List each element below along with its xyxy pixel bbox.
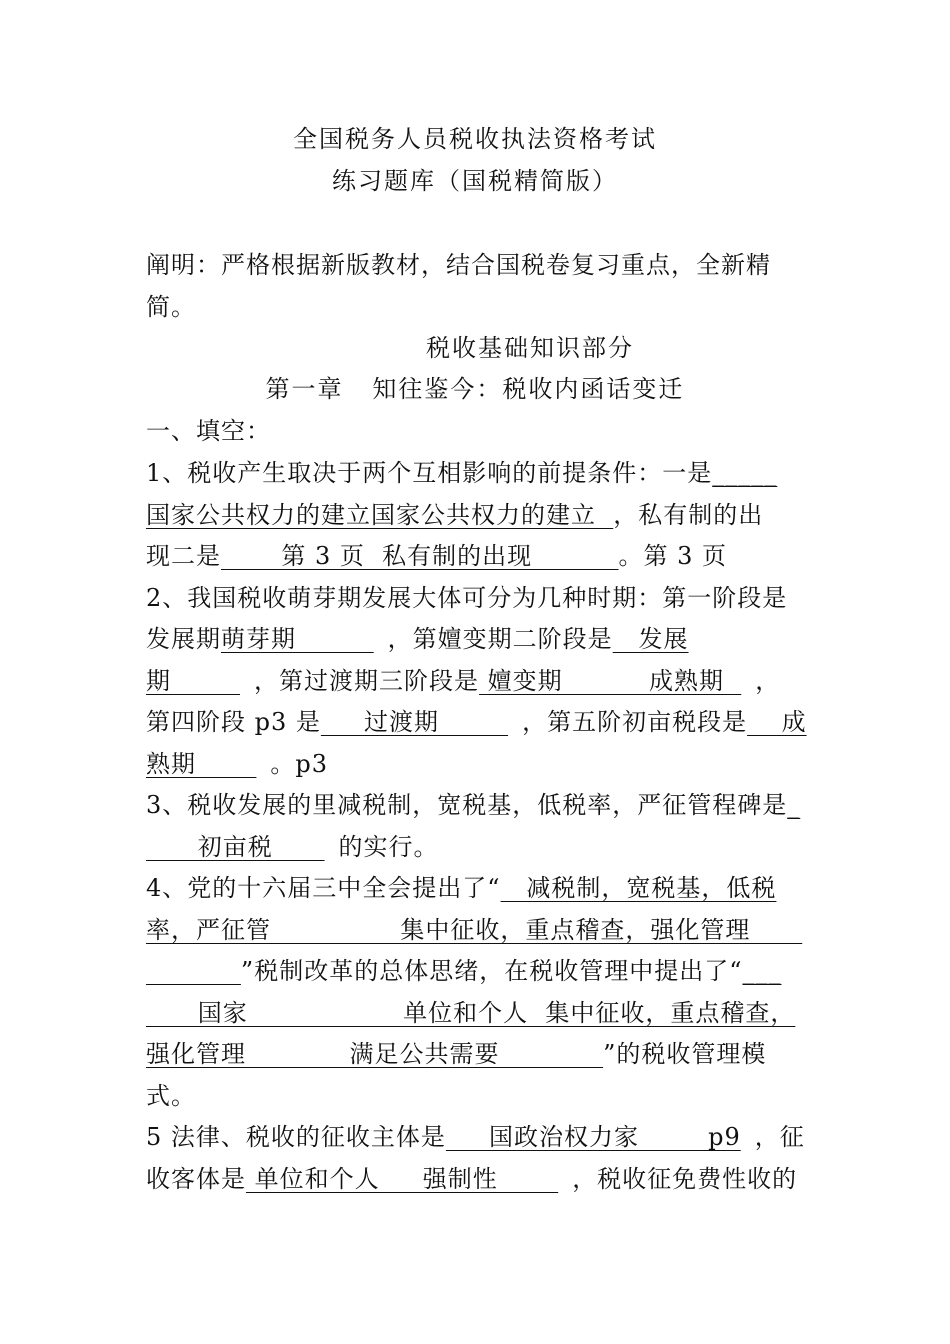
question-3-text-2: 的实行。 (338, 833, 439, 861)
question-2-answer-4: 过渡期 (320, 708, 509, 736)
question-1-answer-2: 第 3 页 私有制的出现 (221, 542, 619, 570)
question-1-text-3: 现二是 (146, 542, 221, 570)
question-1-blank-lead: _____ (712, 459, 778, 487)
preface-line-2: 简。 (146, 293, 196, 321)
question-1-line-2 (146, 500, 763, 530)
question-4-line-3 (146, 956, 781, 986)
question-2-answer-5a: 成 (747, 708, 807, 736)
question-1-line-1 (146, 458, 777, 488)
question-3-answer: 初亩税 (146, 833, 325, 861)
question-2-answer-1: 萌芽期 (221, 625, 374, 653)
question-4-answer-2a: 国家 单位和个人 集中征收，重点稽查， (146, 999, 796, 1027)
question-5-text: 5 法律、税收的征收主体是 (146, 1123, 446, 1151)
question-2-answer-2b: 期 (146, 667, 241, 695)
question-5-text-3: 收客体是 (146, 1165, 246, 1193)
question-2-answer-3: 嬗变期 成熟期 (479, 667, 742, 695)
question-2-text-2: 发展期 (146, 625, 221, 653)
question-4-blank-lead: ___ (742, 957, 782, 985)
question-4-line-1 (146, 873, 776, 903)
question-1-text-2: ，私有制的出 (613, 501, 764, 529)
question-4-answer-1a: 减税制，宽税基，低税 (500, 874, 777, 902)
section-title: 税收基础知识部分 (426, 334, 634, 362)
question-4-text: 4、党的十六届三中全会提出了“ (146, 874, 501, 902)
question-4-text-2: ”税制改革的总体思绪，在税收管理中提出了“ (240, 957, 743, 985)
question-2-text-4: ，第过渡期三阶段是 (254, 667, 480, 695)
question-4-answer-2b: 强化管理 满足公共需要 (146, 1040, 604, 1068)
question-4-line-4 (146, 998, 795, 1028)
question-5-answer-2: 单位和个人 强制性 (246, 1165, 559, 1193)
question-2-line-1: 2、我国税收萌芽期发展大体可分为几种时期：第一阶段是 (146, 584, 788, 612)
question-5-text-4: ，税收征免费性收的 (572, 1165, 798, 1193)
question-2-answer-5b: 熟期 (146, 750, 257, 778)
question-1-page-ref: 。第 3 页 (618, 542, 728, 570)
question-2-comma: ， (755, 667, 781, 695)
question-5-answer-1: 国政治权力家 p9 (445, 1123, 741, 1151)
document-subtitle: 练习题库（国税精简版） (332, 167, 618, 195)
question-4-line-6: 式。 (146, 1082, 196, 1110)
question-2-text-5: 第四阶段 p3 是 (146, 708, 321, 736)
question-3-line-2 (146, 832, 439, 862)
question-2-line-2 (146, 624, 689, 654)
preface-line-1: 阐明：严格根据新版教材，结合国税卷复习重点，全新精 (146, 251, 771, 279)
question-4-line-5 (146, 1039, 766, 1069)
question-2-text-3: ，第嬗变期二阶段是 (387, 625, 613, 653)
question-2-page-ref: 。p3 (270, 750, 329, 778)
document-title: 全国税务人员税收执法资格考试 (293, 125, 657, 153)
question-1-answer-1: 国家公共权力的建立国家公共权力的建立 (146, 501, 614, 529)
question-5-line-1 (146, 1122, 805, 1152)
question-3-text: 3、税收发展的里减税制，宽税基，低税率，严征管程碑是 (146, 791, 788, 819)
question-4-answer-1c (146, 957, 241, 985)
question-2-line-4 (146, 707, 807, 737)
question-3-line-1 (146, 790, 800, 820)
question-4-line-2 (146, 915, 802, 945)
chapter-title: 第一章 知往鉴今：税收内函话变迁 (265, 375, 685, 403)
question-4-answer-1b: 率，严征管 集中征收，重点稽查，强化管理 (146, 916, 803, 944)
part-heading: 一、填空： (146, 417, 271, 445)
question-5-text-2: ，征 (754, 1123, 805, 1151)
question-2-line-5 (146, 749, 328, 779)
question-5-line-2 (146, 1164, 797, 1194)
question-2-line-3 (146, 666, 780, 696)
question-1-text: 1、税收产生取决于两个互相影响的前提条件：一是 (146, 459, 713, 487)
question-4-text-3: ”的税收管理模 (603, 1040, 767, 1068)
question-3-blank-lead: _ (787, 791, 801, 819)
question-2-answer-2a: 发展 (612, 625, 689, 653)
question-2-text-6: ，第五阶初亩税段是 (522, 708, 748, 736)
question-1-line-3 (146, 541, 727, 571)
